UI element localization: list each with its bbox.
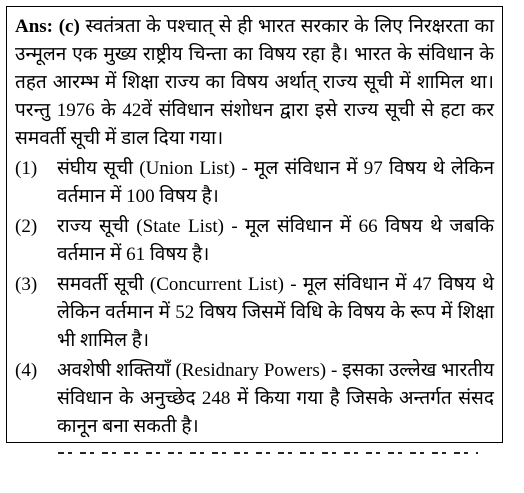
list-item — [15, 357, 494, 441]
answer-label: Ans: (c) — [15, 16, 80, 37]
answer-box — [6, 6, 503, 443]
list-item-text: समवर्ती सूची (Concurrent List) - मूल संविधान में 47 विषय थे लेकिन वर्तमान में 52 विषय जिसमें विधि के विषय के रूप में शिक्षा भी शामिल है। — [57, 274, 494, 351]
truncated-text-strip — [58, 452, 478, 454]
answer-intro-text: स्वतंत्रता के पश्चात् से ही भारत सरकार के लिए निरक्षरता का उन्मूलन एक मुख्य राष्ट्रीय चिन्ता का विषय रहा है। भारत के संविधान के तहत आरम्भ में शिक्षा राज्य का विषय अर्थात् राज्य सूची में शामिल था। परन्तु 1976 के 42वें संविधान संशोधन द्वारा इसे राज्य सूची से हटा कर समवर्ती सूची में डाल दिया गया। — [15, 16, 494, 149]
answer-list — [15, 155, 494, 441]
answer-intro — [15, 13, 494, 153]
list-item-text: संघीय सूची (Union List) - मूल संविधान में 97 विषय थे लेकिन वर्तमान में 100 विषय है। — [57, 158, 494, 207]
list-item-text: राज्य सूची (State List) - मूल संविधान में 66 विषय थे जबकि वर्तमान में 61 विषय है। — [57, 216, 494, 265]
truncated-text-fragment — [58, 448, 478, 458]
list-item-number: (3) — [15, 274, 38, 295]
list-item — [15, 213, 494, 269]
list-item-text: अवशेषी शक्तियाँ (Residnary Powers) - इसका उल्लेख भारतीय संविधान के अनुच्छेद 248 में किया गया है जिसके अन्तर्गत संसद कानून बना सकती है। — [57, 360, 494, 437]
list-item — [15, 155, 494, 211]
list-item — [15, 271, 494, 355]
list-item-number: (2) — [15, 216, 38, 237]
list-item-number: (4) — [15, 360, 38, 381]
list-item-number: (1) — [15, 158, 38, 179]
